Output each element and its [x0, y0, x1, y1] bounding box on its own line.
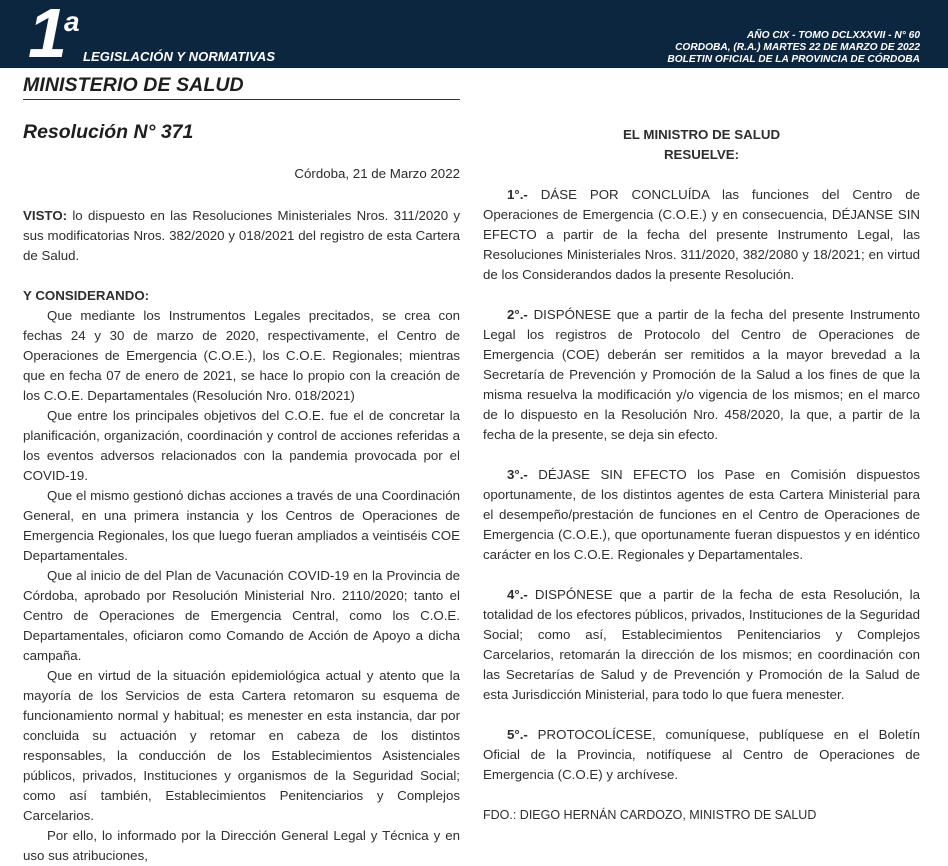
section-title: LEGISLACIÓN Y NORMATIVAS	[83, 49, 276, 64]
considerando-paragraph: Que mediante los Instrumentos Legales precitados, se crea con fechas 24 y 30 de marzo de 2020, respectivamente, el Centro de Operaciones de Emergencia (C.O.E.), los C.O.E. Regionales; mientras que en fecha 07 de enero de 2021, se hace lo propio con la creación de los C.O.E. Departamentales (Resolución Nro. 018/2021)	[23, 308, 460, 403]
considerando-paragraph: Que al inicio de del Plan de Vacunación COVID-19 en la Provincia de Córdoba, aprobado por Resolución Ministerial Nro. 2110/2020; tanto el Centro de Operaciones de Emergencia Central, como los C.O.E. Departamentales, oficiaron como Comando de Acción de Apoyo a dicha campaña.	[23, 568, 460, 663]
visto-text: lo dispuesto en las Resoluciones Ministeriales Nros. 311/2020 y sus modificatorias Nros. 382/2020 y 018/2021 del registro de esta Cartera de Salud.	[23, 208, 460, 263]
article-number: 5°.-	[507, 727, 528, 742]
article-text: DISPÓNESE que a partir de la fecha del presente Instrumento Legal los registros de Protocolo del Centro de Operaciones de Emergencia (COE) deberán ser remitidos a la mayor brevedad a la Secretaría de Prevención y Promoción de la Salud a los fines de que la misma resuelva la modificación y/o vigencia de los mismos; en el marco de lo dispuesto en la Resolución Nro. 458/2020, la que, a partir de la fecha de la presente, se deja sin efecto.	[483, 307, 920, 442]
article-number: 4°.-	[507, 587, 528, 602]
bulletin-header	[0, 0, 948, 72]
considerando-section	[23, 286, 460, 866]
article-number: 2°.-	[507, 307, 528, 322]
considerando-paragraph: Que en virtud de la situación epidemiológica actual y atento que la mayoría de los Servicios de esta Cartera retomaron su esquema de funcionamiento normal y habitual; es menester en esta instancia, dar por concluida su actuación y retomar en cabeza de los distintos responsables, la conducción de los Establecimientos Asistenciales públicos, privados, Instituciones y organismos de la Seguridad Social; como así también, Establecimientos Penitenciarios y Complejos Carcelarios.	[23, 668, 460, 823]
article-3	[483, 465, 920, 565]
considerando-label: Y CONSIDERANDO:	[23, 288, 150, 303]
article-text: DISPÓNESE que a partir de la fecha de esta Resolución, la totalidad de los efectores públicos, privados, Instituciones de la Seguridad Social; como así, Establecimientos Penitenciarios y Complejos Carcelarios, retomarán la dirección de los mismos; en coordinación con las Secretarías de Salud y de Prevención y Promoción de la Salud de esta Jurisdicción Ministerial, para todo lo que fuera menester.	[483, 587, 920, 702]
issue-volume: AÑO CIX - TOMO DCLXXXVII - N° 60	[746, 30, 920, 41]
authority-line: EL MINISTRO DE SALUD	[622, 127, 781, 142]
article-1	[483, 185, 920, 285]
article-text: DÁSE POR CONCLUÍDA las funciones del Centro de Operaciones de Emergencia (C.O.E.) y en consecuencia, DÉJANSE SIN EFECTO a partir de la fecha del presente Instrumento Legal, las Resoluciones Ministeriales Nros. 311/2020, 382/2080 y 18/2021; en virtud de los Considerandos dados la presente Resolución.	[483, 187, 920, 282]
issue-publication: BOLETIN OFICIAL DE LA PROVINCIA DE CÓRDOBA	[667, 54, 920, 65]
visto-label: VISTO:	[23, 208, 68, 223]
considerando-paragraph: Que el mismo gestionó dichas acciones a través de una Coordinación General, en una primera instancia y los Centros de Operaciones de Emergencia Regionales, los que luego fueran ampliados a veintiséis COE Departamentales.	[23, 488, 460, 563]
authority-heading	[483, 125, 920, 165]
considerando-paragraph: Que entre los principales objetivos del C.O.E. fue el de concretar la planificación, organización, coordinación y control de acciones referidas a los eventos adversos relacionados con la pandemia provocada por el COVID-19.	[23, 408, 460, 483]
article-2	[483, 305, 920, 445]
article-text: DÉJASE SIN EFECTO los Pase en Comisión dispuestos oportunamente, de los distintos agentes de esta Cartera Ministerial para el desempeño/prestación de funciones en el Centro de Operaciones de Emergencia (C.O.E.), que oportunamente fueran dispuestos y en idéntico carácter en los C.O.E. Regionales y Departamentales.	[483, 467, 920, 562]
section-number: 1	[28, 0, 65, 72]
considerando-paragraph: Por ello, lo informado por la Dirección General Legal y Técnica y en uso sus atribuciones,	[23, 828, 460, 863]
visto-paragraph	[23, 206, 460, 266]
resolution-date: Córdoba, 21 de Marzo 2022	[294, 166, 460, 181]
resolution-title: Resolución N° 371	[23, 121, 194, 143]
ministry-title: MINISTERIO DE SALUD	[23, 74, 244, 96]
article-5	[483, 725, 920, 785]
article-text: PROTOCOLÍCESE, comuníquese, publíquese en el Boletín Oficial de la Provincia, notifíquese al Centro de Operaciones de Emergencia (C.O.E) y archívese.	[483, 727, 920, 782]
title-divider	[23, 99, 460, 100]
section-superscript: a	[64, 6, 80, 37]
article-number: 3°.-	[507, 467, 528, 482]
issue-info	[667, 30, 920, 66]
resuelve-line: RESUELVE:	[663, 147, 740, 162]
signature: FDO.: DIEGO HERNÁN CARDOZO, MINISTRO DE SALUD	[483, 808, 817, 822]
issue-date: CORDOBA, (R.A.) MARTES 22 DE MARZO DE 2022	[675, 42, 920, 53]
article-4	[483, 585, 920, 705]
article-number: 1°.-	[507, 187, 528, 202]
